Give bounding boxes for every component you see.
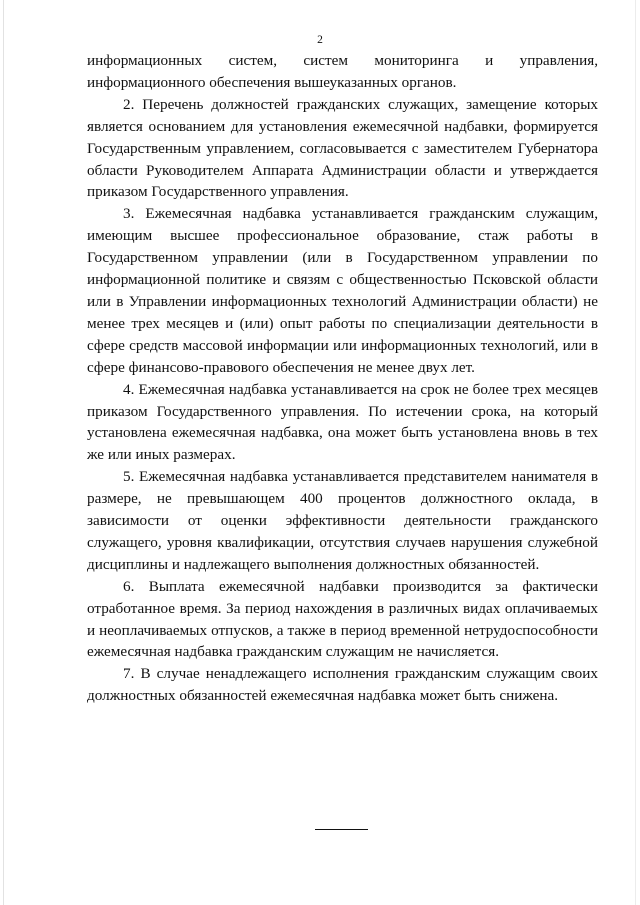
end-of-document-rule xyxy=(315,829,368,830)
scan-edge-left xyxy=(3,0,4,905)
paragraph-3: 3. Ежемесячная надбавка устанавливается гражданским служащим, имеющим высшее профессиональное образование, стаж работы в Государственном управлении (или в Государственном управлении по информационной политике и связям с общественностью Псковской области или в Управлении информационных технологий Администрации области) не менее трех месяцев и (или) опыт работы по специализации деятельности в сфере средств массовой информации или информационных технологий, или в сфере финансово-правового обеспечения не менее двух лет. xyxy=(87,205,598,376)
paragraph-continuation: информационных систем, систем мониторинга и управления, информационного обеспечения вышеуказанных органов. xyxy=(87,52,598,91)
page-number: 2 xyxy=(317,34,323,46)
paragraph-6: 6. Выплата ежемесячной надбавки производится за фактически отработанное время. За период нахождения в различных видах оплачиваемых и неоплачиваемых отпусков, а также в период временной нетрудоспособности ежемесячная надбавка гражданским служащим не начисляется. xyxy=(87,577,598,661)
document-body xyxy=(87,50,598,707)
paragraph-2: 2. Перечень должностей гражданских служащих, замещение которых является основанием для установления ежемесячной надбавки, формируется Государственным управлением, согласовывается с заместителем Губернатора области Руководителем Аппарата Администрации области и утверждается приказом Государственного управления. xyxy=(87,95,598,201)
paragraph-5: 5. Ежемесячная надбавка устанавливается представителем нанимателя в размере, не превышающем 400 процентов должностного оклада, в зависимости от оценки эффективности деятельности гражданского служащего, уровня квалификации, отсутствия случаев нарушения служебной дисциплины и надлежащего выполнения должностных обязанностей. xyxy=(87,468,598,573)
scan-edge-right xyxy=(635,0,636,905)
paragraph-7: 7. В случае ненадлежащего исполнения гражданским служащим своих должностных обязанностей ежемесячная надбавка может быть снижена. xyxy=(87,665,598,705)
paragraph-4: 4. Ежемесячная надбавка устанавливается на срок не более трех месяцев приказом Государственного управления. По истечении срока, на который установлена ежемесячная надбавка, она может быть установлена вновь в тех же или иных размерах. xyxy=(87,380,598,464)
